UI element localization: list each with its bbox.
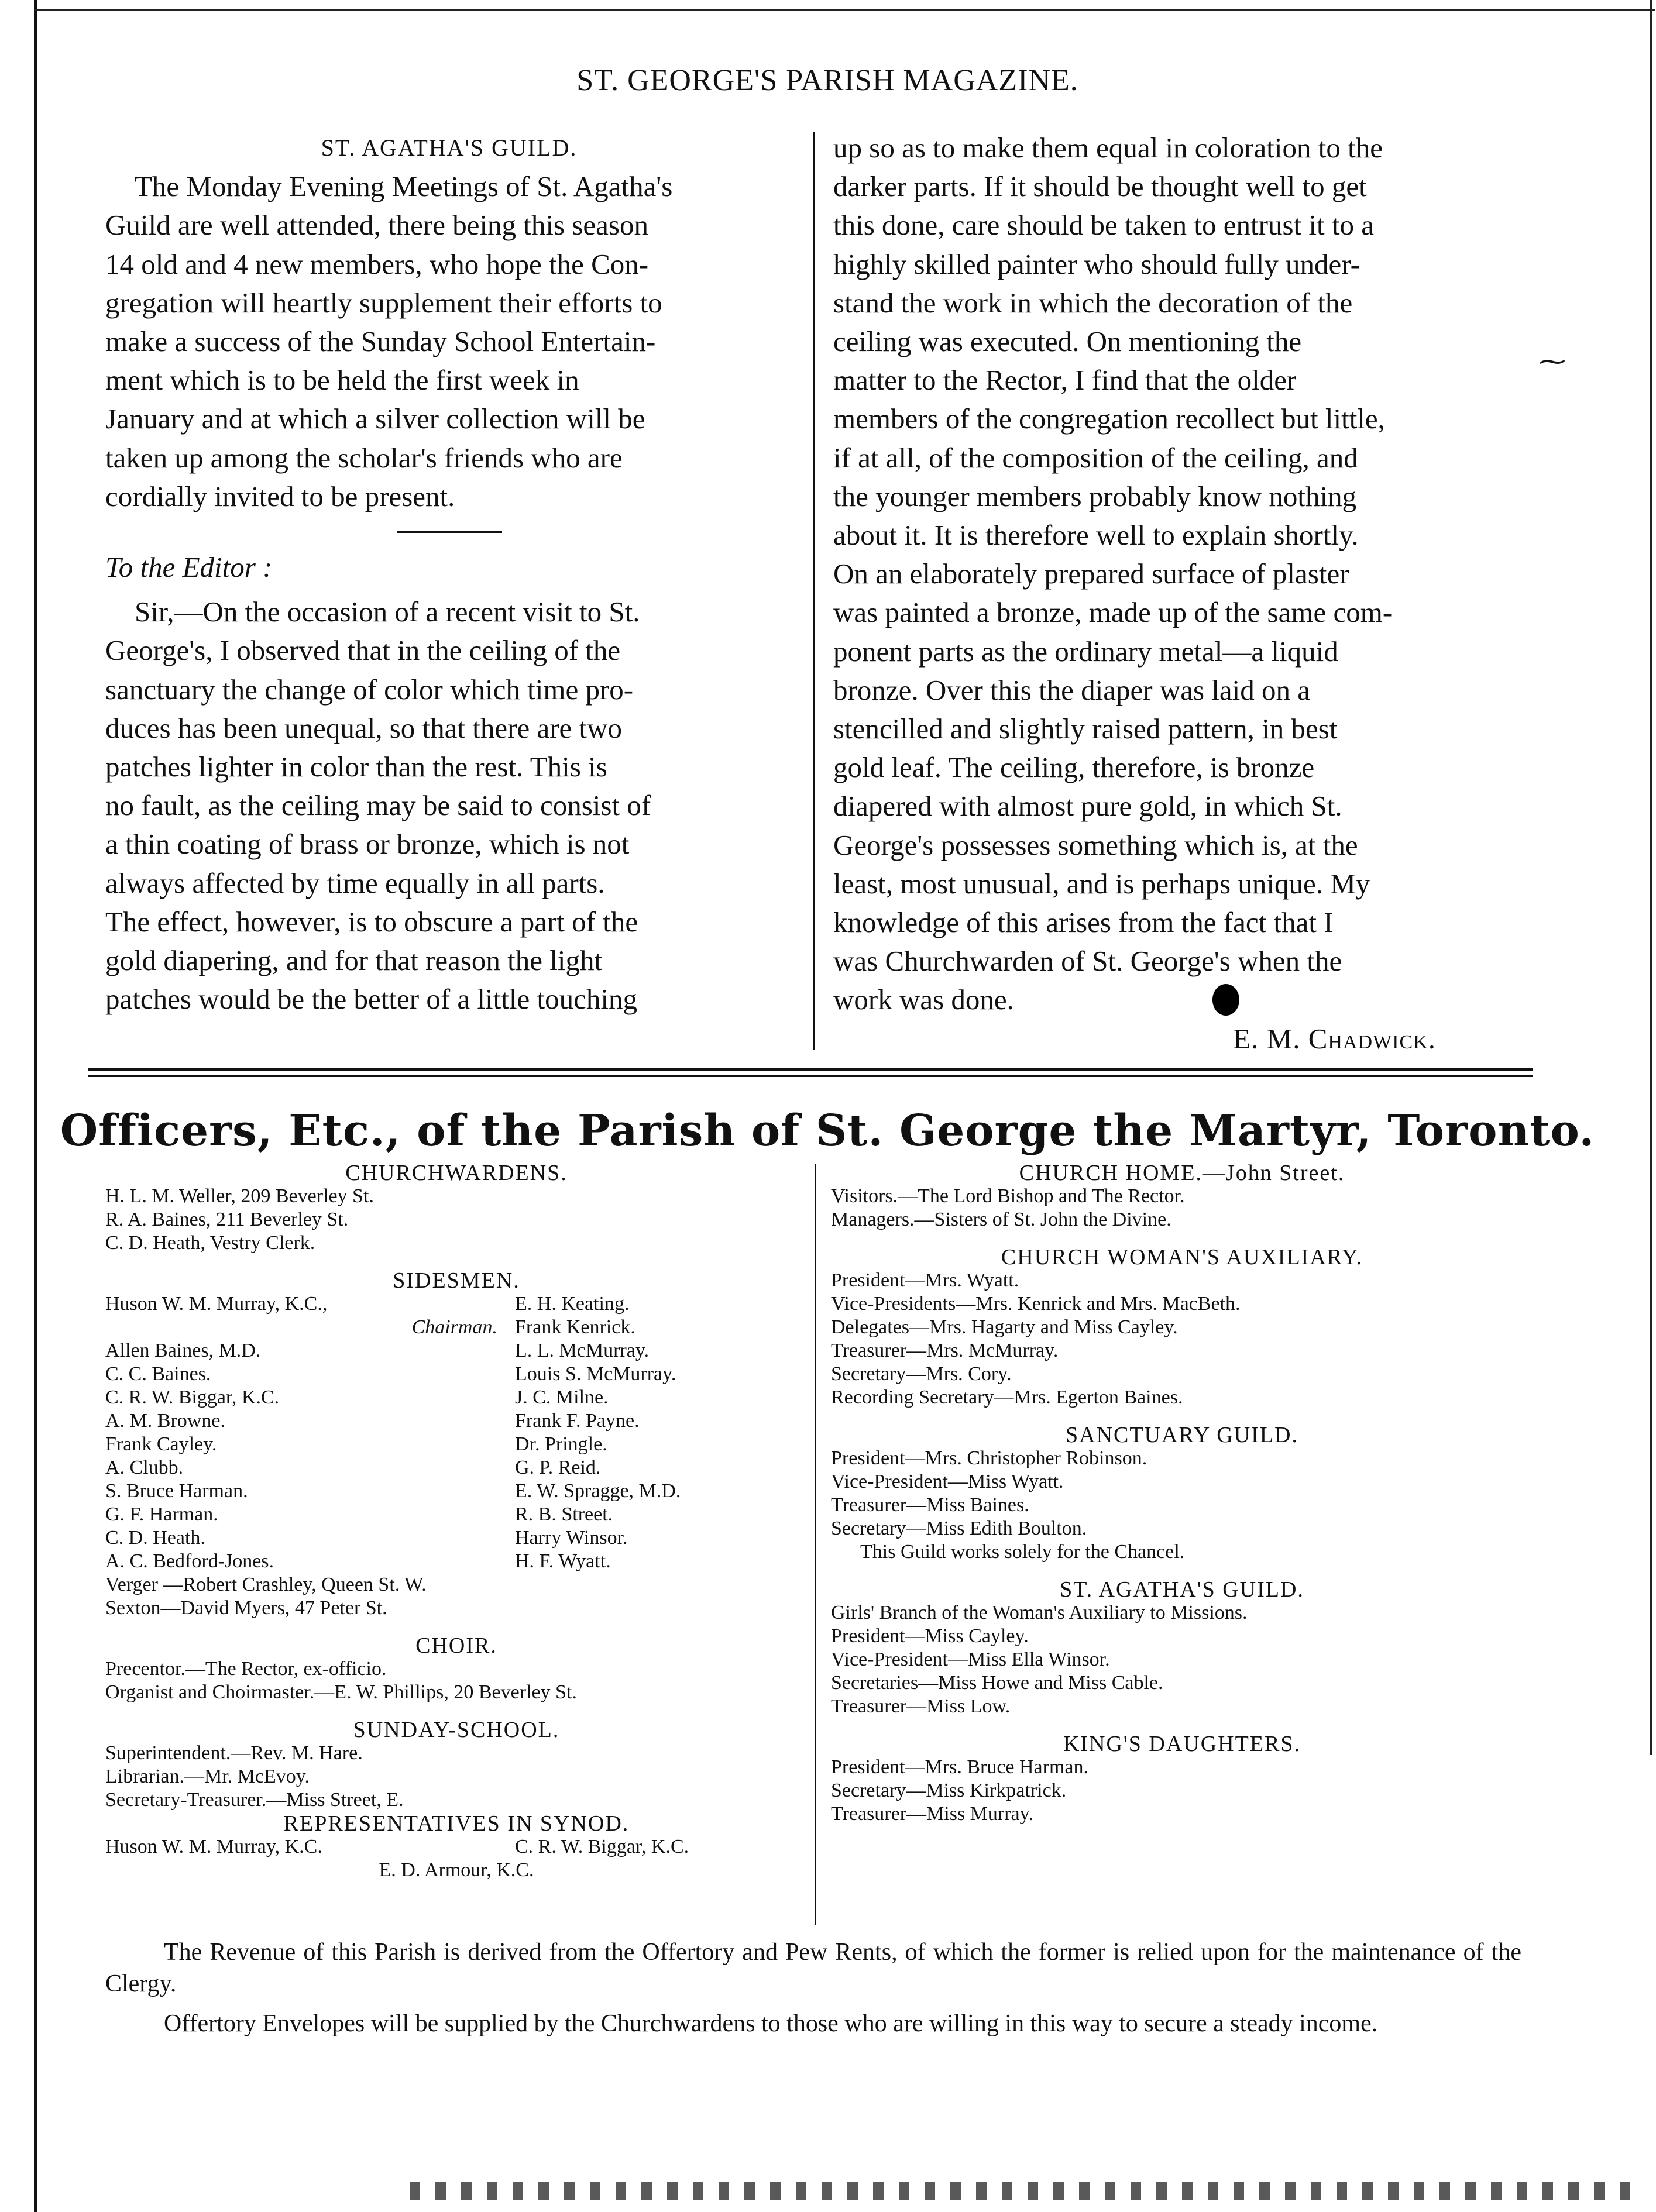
text-line: George's, I observed that in the ceiling of the [105,634,621,667]
text-line: stencilled and slightly raised pattern, in best [833,713,1338,745]
directory-entry: President—Mrs. Christopher Robinson. [831,1447,1147,1469]
text-line: members of the congregation recollect but little, [833,403,1385,435]
directory-entry: President—Mrs. Wyatt. [831,1270,1019,1291]
directory-entry: Harry Winsor. [515,1527,628,1549]
directory-entry: Vice-Presidents—Mrs. Kenrick and Mrs. MacBeth. [831,1293,1241,1315]
text-line: gold leaf. The ceiling, therefore, is bronze [833,751,1315,784]
article-right-column [833,129,1524,1058]
sidesmen-row [105,1316,808,1339]
text-line: matter to the Rector, I find that the older [833,364,1297,397]
text-line: patches lighter in color than the rest. This is [105,751,607,783]
letter-signature: E. M. Chadwick. [1233,1022,1436,1055]
sunday-school-heading: SUNDAY-SCHOOL. [353,1718,560,1742]
agatha-subheading: Girls' Branch of the Woman's Auxiliary to Missions. [831,1602,1248,1623]
directory-entry: C. D. Heath. [105,1527,205,1549]
directory-entry: Allen Baines, M.D. [105,1340,261,1361]
directory-entry: H. F. Wyatt. [515,1550,611,1572]
text-line: sanctuary the change of color which time pro- [105,673,634,706]
sexton-entry: Sexton—David Myers, 47 Peter St. [105,1597,387,1619]
directory-entry: President—Mrs. Bruce Harman. [831,1756,1089,1778]
directory-entry: Huson W. M. Murray, K.C., [105,1293,328,1315]
directory-entry: Frank Cayley. [105,1433,217,1455]
text-line: taken up among the scholar's friends who are [105,441,623,474]
directory-entry: Louis S. McMurray. [515,1363,676,1385]
directory-entry: Frank Kenrick. [515,1316,635,1338]
directory-entry: A. M. Browne. [105,1410,225,1432]
text-line: The effect, however, is to obscure a part of the [105,905,638,938]
text-line: gregation will heartly supplement their efforts to [105,286,662,319]
text-line: if at all, of the composition of the ceiling, and [833,441,1358,474]
directory-entry: Secretary—Miss Kirkpatrick. [831,1780,1067,1801]
synod-row [105,1835,808,1859]
text-line: work was done. [833,983,1014,1016]
directory-entry: Vice-President—Miss Ella Winsor. [831,1649,1110,1670]
auxiliary-heading: CHURCH WOMAN'S AUXILIARY. [1001,1245,1363,1270]
double-rule-top [88,1068,1533,1071]
text-line: always affected by time equally in all parts. [105,866,605,899]
directory-entry: Treasurer—Miss Low. [831,1695,1011,1717]
directory-entry: G. P. Reid. [515,1457,601,1478]
section-divider-rule [397,531,502,533]
sidesmen-row [105,1480,808,1503]
scan-artifact [410,2182,1638,2200]
directory-entry: Visitors.—The Lord Bishop and The Rector. [831,1185,1185,1207]
text-line: On an elaborately prepared surface of plaster [833,558,1349,590]
directory-entry: R. A. Baines, 211 Beverley St. [105,1209,349,1230]
directory-entry: C. R. W. Biggar, K.C. [515,1836,689,1857]
directory-right [831,1161,1533,1826]
text-line: gold diapering, and for that reason the light [105,944,603,977]
sanctuary-heading: SANCTUARY GUILD. [1066,1423,1298,1447]
text-line: cordially invited to be present. [105,480,455,512]
text-line: 14 old and 4 new members, who hope the Con- [105,247,649,280]
directory-entry: C. D. Heath, Vestry Clerk. [105,1232,315,1254]
text-line: ponent parts as the ordinary metal—a liquid [833,635,1338,668]
directory-entry: A. Clubb. [105,1457,184,1478]
text-line: Guild are well attended, there being this season [105,209,648,242]
text-line: bronze. Over this the diaper was laid on a [833,673,1311,706]
page-top-rule [34,9,1655,11]
directory-entry: C. R. W. Biggar, K.C. [105,1387,280,1408]
directory-entry: President—Miss Cayley. [831,1625,1029,1647]
ink-blot [1212,984,1239,1016]
text-line: make a success of the Sunday School Entertain- [105,325,656,358]
text-line: was Churchwarden of St. George's when the [833,945,1342,978]
directory-left [105,1161,808,1882]
agatha-heading: ST. AGATHA'S GUILD. [1060,1577,1304,1602]
sidesmen-row [105,1433,808,1456]
directory-entry: Librarian.—Mr. McEvoy. [105,1766,310,1787]
letter-salutation: To the Editor : [105,551,273,584]
directory-divider [815,1164,816,1925]
sidesmen-row [105,1526,808,1550]
text-line: about it. It is therefore well to explain shortly. [833,519,1359,552]
directory-entry: Frank F. Payne. [515,1410,640,1432]
sidesmen-row [105,1363,808,1386]
section-heading: ST. AGATHA'S GUILD. [321,135,578,161]
kings-daughters-heading: KING'S DAUGHTERS. [1063,1732,1301,1756]
directory-entry: Treasurer—Mrs. McMurray. [831,1340,1059,1361]
text-line: patches would be the better of a little touching [105,983,637,1016]
sidesmen-row [105,1550,808,1573]
text-line: knowledge of this arises from the fact that I [833,906,1334,939]
directory-entry: E. D. Armour, K.C. [379,1859,534,1881]
directory-entry: S. Bruce Harman. [105,1480,248,1502]
directory-entry: Secretary—Miss Edith Boulton. [831,1518,1087,1539]
directory-entry: L. L. McMurray. [515,1340,650,1361]
text-line: darker parts. If it should be thought well to get [833,170,1367,203]
directory-entry: Precentor.—The Rector, ex-officio. [105,1658,387,1680]
directory-entry: Superintendent.—Rev. M. Hare. [105,1742,363,1764]
directory-entry: E. W. Spragge, M.D. [515,1480,681,1502]
revenue-paragraph: The Revenue of this Parish is derived from the Offertory and Pew Rents, of which the former is relied upon for the maintenance of the Clergy. [105,1939,1521,1997]
text-line: the younger members probably know nothing [833,480,1357,512]
text-line: highly skilled painter who should fully under- [833,247,1360,280]
article-left-column [105,129,793,1019]
text-line: no fault, as the ceiling may be said to consist of [105,789,651,822]
text-line: ment which is to be held the first week in [105,364,579,397]
letter-paragraph [105,593,793,1019]
sidesmen-row [105,1386,808,1409]
text-line: least, most unusual, and is perhaps unique. My [833,867,1370,900]
margin-mark: ⁓ [1539,346,1566,376]
directory-entry: Delegates—Mrs. Hagarty and Miss Cayley. [831,1316,1178,1338]
directory-entry: Treasurer—Miss Baines. [831,1494,1029,1516]
directory-entry: Secretary—Mrs. Cory. [831,1363,1012,1385]
directory-entry: Huson W. M. Murray, K.C. [105,1836,322,1857]
column-divider [813,132,815,1050]
directory-entry: Chairman. [411,1316,497,1338]
text-line: ceiling was executed. On mentioning the [833,325,1302,358]
text-line: The Monday Evening Meetings of St. Agatha's [135,170,673,203]
directory-entry: Dr. Pringle. [515,1433,607,1455]
text-line: a thin coating of brass or bronze, which is not [105,828,630,861]
directory-entry: Secretaries—Miss Howe and Miss Cable. [831,1672,1163,1694]
directory-entry: Treasurer—Miss Murray. [831,1803,1033,1825]
sidesmen-row [105,1409,808,1433]
text-line: this done, care should be taken to entrust it to a [833,209,1374,242]
text-line: diapered with almost pure gold, in which St. [833,790,1342,823]
synod-heading: REPRESENTATIVES IN SYNOD. [283,1811,630,1836]
churchwardens-heading: CHURCHWARDENS. [345,1161,568,1185]
revenue-notice [105,1936,1521,2048]
directory-entry: Organist and Choirmaster.—E. W. Phillips, 20 Beverley St. [105,1681,577,1703]
sidesmen-row [105,1503,808,1526]
directory-entry: Secretary-Treasurer.—Miss Street, E. [105,1789,404,1811]
masthead: ST. GEORGE'S PARISH MAGAZINE. [576,64,1078,97]
text-line: duces has been unequal, so that there are two [105,711,623,744]
directory-entry: Vice-President—Miss Wyatt. [831,1471,1064,1492]
offertory-paragraph: Offertory Envelopes will be supplied by the Churchwardens to those who are willing in this way to secure a steady income. [164,2010,1378,2037]
church-home-heading: CHURCH HOME.—John Street. [1019,1161,1345,1185]
directory-entry: Recording Secretary—Mrs. Egerton Baines. [831,1387,1183,1408]
sanctuary-note: This Guild works solely for the Chancel. [860,1541,1185,1563]
directory-entry: Managers.—Sisters of St. John the Divine. [831,1209,1171,1230]
directory-entry: A. C. Bedford-Jones. [105,1550,274,1572]
directory-entry: R. B. Street. [515,1504,613,1525]
text-line: George's possesses something which is, at the [833,828,1358,861]
text-line: stand the work in which the decoration of the [833,286,1353,319]
text-line: Sir,—On the occasion of a recent visit to St. [135,596,640,628]
text-line: was painted a bronze, made up of the same com- [833,596,1393,629]
sidesmen-row [105,1456,808,1480]
sidesmen-row [105,1292,808,1316]
page-right-border [1650,0,1652,1755]
directory-entry: G. F. Harman. [105,1504,218,1525]
double-rule-bottom [88,1075,1533,1077]
text-line: January and at which a silver collection will be [105,403,645,435]
text-line: up so as to make them equal in coloration to the [833,132,1383,164]
choir-heading: CHOIR. [415,1633,497,1658]
verger-entry: Verger —Robert Crashley, Queen St. W. [105,1574,427,1595]
sidesmen-row [105,1339,808,1363]
officers-title: Officers, Etc., of the Parish of St. George the Martyr, Toronto. [60,1106,1595,1156]
directory-entry: J. C. Milne. [515,1387,609,1408]
directory-entry: C. C. Baines. [105,1363,211,1385]
guild-paragraph [105,167,793,516]
directory-entry: E. H. Keating. [515,1293,630,1315]
sidesmen-heading: SIDESMEN. [393,1268,520,1293]
directory-entry: H. L. M. Weller, 209 Beverley St. [105,1185,374,1207]
